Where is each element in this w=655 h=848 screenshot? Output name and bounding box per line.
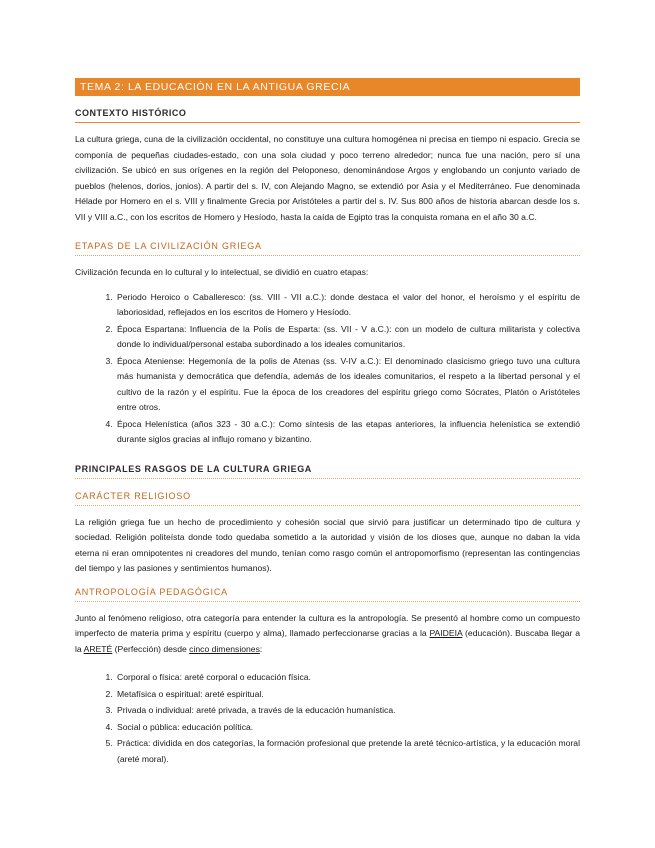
document-title: TEMA 2: LA EDUCACIÓN EN LA ANTIGUA GRECIA — [75, 78, 580, 96]
list-item: 4. Época Helenística (años 323 - 30 a.C.): Como síntesis de las etapas anteriores, la influencia helenística se extendió durante siglos gracias al influjo romano y bizantino. — [115, 417, 580, 448]
list-item: 5. Práctica: dividida en dos categorías, la formación profesional que pretende la areté técnico-artística, y la educación moral (areté moral). — [115, 736, 580, 767]
section-heading-contexto: CONTEXTO HISTÓRICO — [75, 108, 580, 123]
religioso-paragraph: La religión griega fue un hecho de procedimiento y cohesión social que sirvió para justificar un determinado tipo de cultura y sociedad. Religión politeísta donde todo quedaba sometido a la autoridad y visión de los dioses que, aunque no daban la vida eterna ni eran omnipotentes ni creadores del mundo, tenían como rasgo común el antropomorfismo (representan las contingencias del tiempo y las pasiones y sentimientos humanos). — [75, 516, 580, 573]
list-item: 3. Época Ateniense: Hegemonía de la polis de Atenas (ss. V-IV a.C.): El denominado clasicismo griego tuvo una cultura más humanista y democrática que defendía, además de los ideales comunitarios, el respeto a la libertad personal y el cultivo de la razón y el espíritu. Fue la época de los creadores del espíritu griego como Sócrates, Platón o Aristóteles entre otros. — [115, 354, 580, 416]
list-item: 1. Corporal o física: areté corporal o educación física. — [115, 670, 580, 686]
cinco-dimensiones-term: cinco dimensiones — [189, 643, 260, 654]
list-item: 2. Metafísica o espiritual: areté espiritual. — [115, 687, 580, 703]
list-item: 3. Privada o individual: areté privada, a través de la educación humanística. — [115, 703, 580, 719]
section-heading-rasgos: PRINCIPALES RASGOS DE LA CULTURA GRIEGA — [75, 464, 580, 479]
etapas-intro: Civilización fecunda en lo cultural y lo intelectual, se dividió en cuatro etapas: — [75, 267, 369, 277]
antropologia-paragraph — [75, 611, 580, 658]
list-item: 2. Época Espartana: Influencia de la Polis de Esparta: (ss. VII - V a.C.): con un modelo de cultura militarista y colectiva donde lo individual/personal estaba subordinado a los ideales comunitarios. — [115, 322, 580, 353]
list-item: 4. Social o pública: educación política. — [115, 720, 580, 736]
arete-term: ARETÉ — [83, 643, 113, 654]
contexto-paragraph: La cultura griega, cuna de la civilización occidental, no constituye una cultura homogénea ni precisa en tiempo ni espacio. Grecia se componía de pequeñas ciudades-estado, con una sola ciudad y poco terreno alrededor; nunca fue una nación, pero sí una civilización. Se ubicó en sus orígenes en la región del Peloponeso, denominándose Argos y englobando un conjunto variado de pueblos (helenos, dorios, jonios). A partir del s. IV, con Alejando Magno, se extendió por Asia y el Mediterráneo. Fue denominada Hélade por Homero en el s. VIII y finalmente Grecia por Aristóteles a partir del s. IV. Sus 800 años de historia abarcan desde los s. VII y VIII a.C., con los escritos de Homero y Hesíodo, hasta la caída de Egipto tras la conquista romana en el año 30 a.C. — [75, 134, 580, 222]
section-heading-religioso: CARÁCTER RELIGIOSO — [75, 491, 580, 506]
section-heading-etapas: ETAPAS DE LA CIVILIZACIÓN GRIEGA — [75, 241, 580, 256]
list-item: 1. Periodo Heroico o Caballeresco: (ss. VIII - VII a.C.): donde destaca el valor del honor, el heroísmo y el espíritu de laboriosidad, reflejados en los escritos de Homero y Hesíodo. — [115, 290, 580, 321]
antropologia-text-b: (educación). Buscaba llegar a la — [75, 628, 580, 654]
section-heading-antropologia: ANTROPOLOGÍA PEDAGÓGICA — [75, 587, 580, 602]
etapas-list — [75, 290, 580, 448]
paideia-term: PAIDEIA — [429, 628, 463, 638]
antropologia-text-c: (Perfección) desde — [112, 643, 190, 654]
document-content — [75, 78, 580, 768]
antropologia-text-a: Junto al fenómeno religioso, otra categoría para entender la cultura es la antropología. Se presentó al hombre como un compuesto imperfecto de materia prima y espíritu (cuerpo y alma), llamado perfeccionarse gracias a la — [75, 612, 580, 638]
dimensiones-list — [75, 670, 580, 767]
antropologia-text-d: : — [259, 643, 263, 654]
